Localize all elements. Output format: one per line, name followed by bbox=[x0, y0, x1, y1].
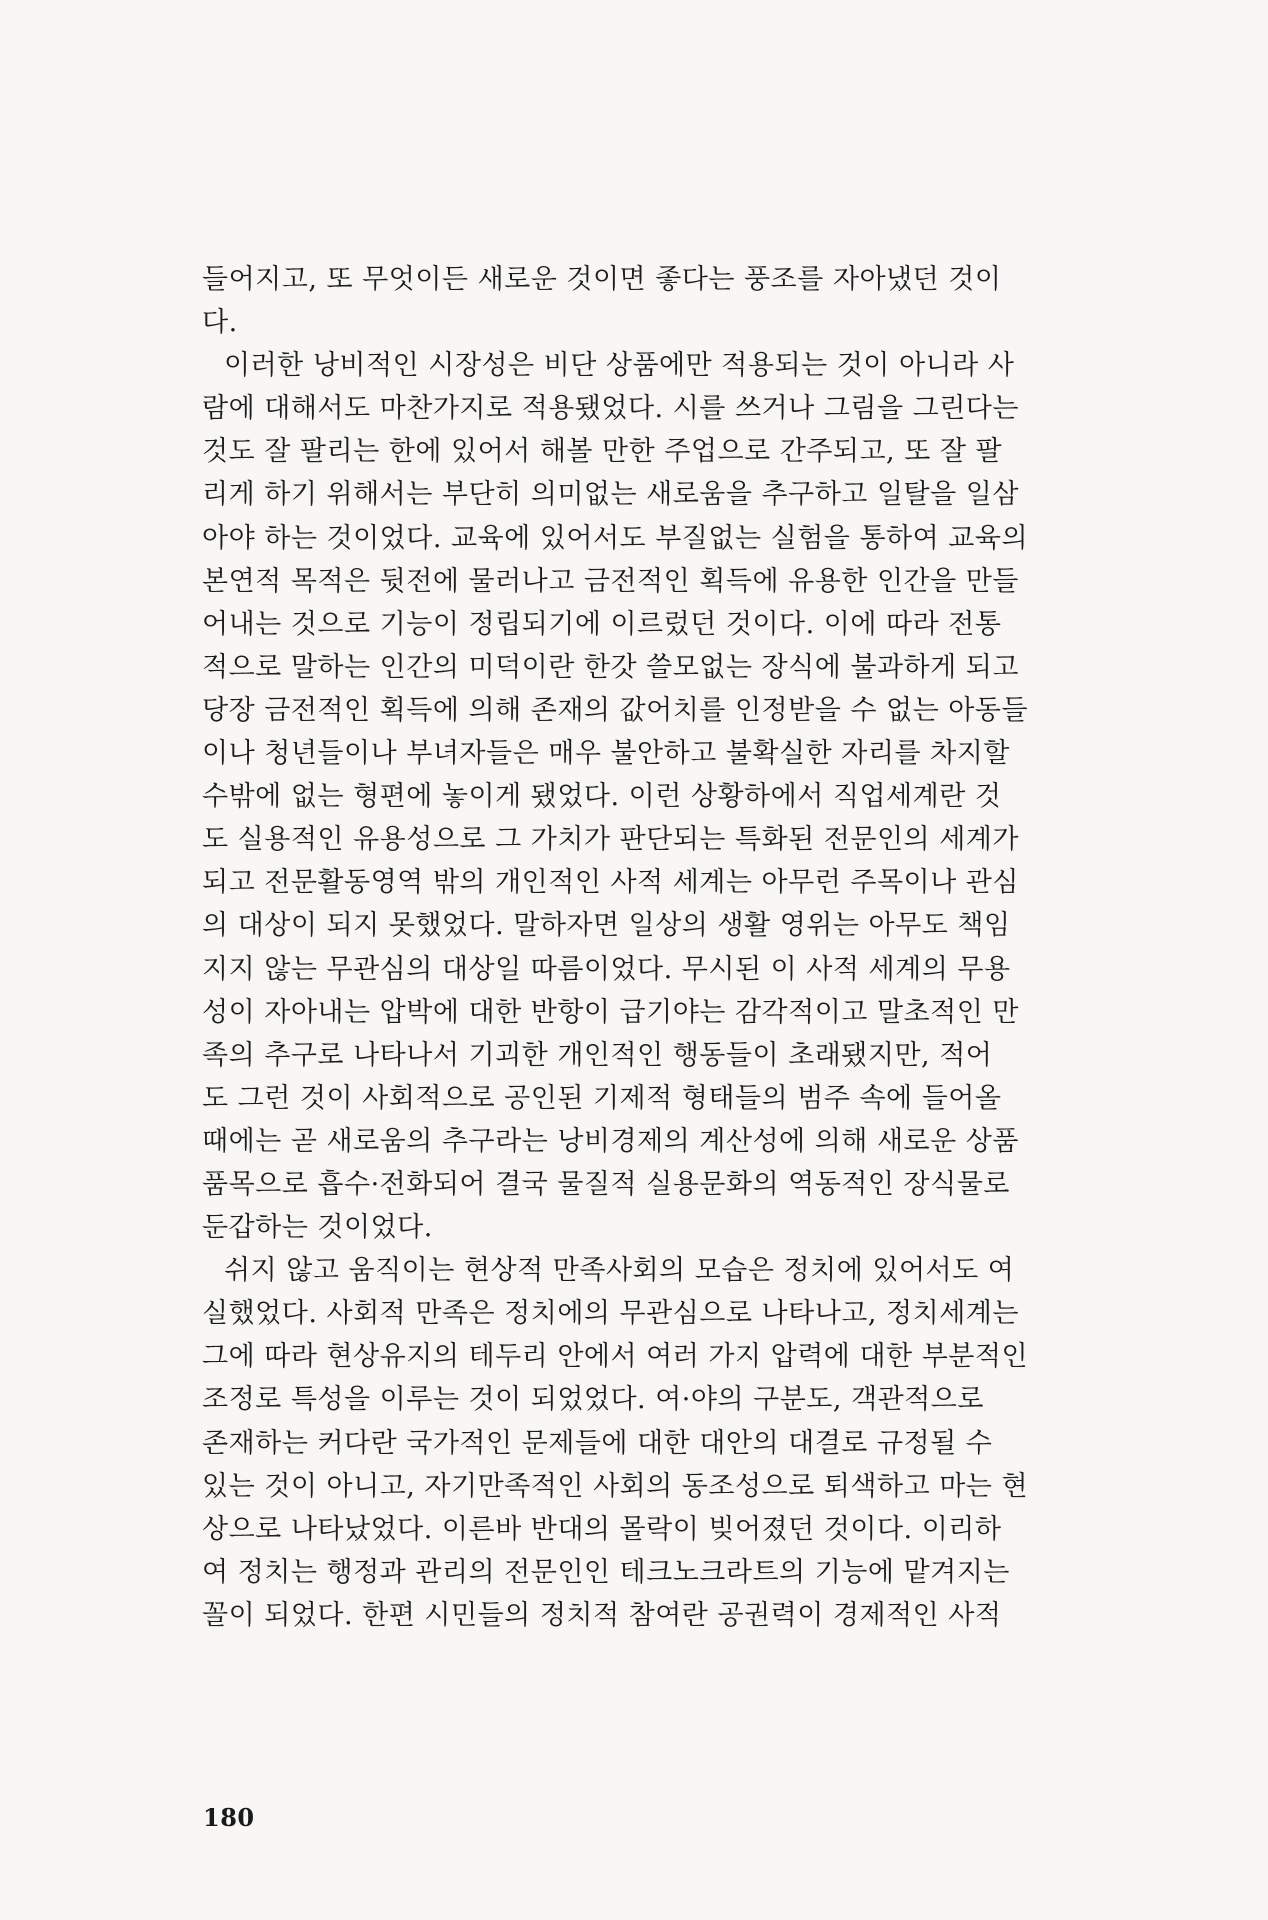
text-line: 도 실용적인 유용성으로 그 가치가 판단되는 특화된 전문인의 세계가 bbox=[202, 824, 1019, 856]
text-line: 둔갑하는 것이었다. bbox=[202, 1212, 433, 1244]
text-line: 도 그런 것이 사회적으로 공인된 기제적 형태들의 범주 속에 들어올 bbox=[202, 1082, 1002, 1114]
text-line: 수밖에 없는 형편에 놓이게 됐었다. 이런 상황하에서 직업세계란 것 bbox=[202, 781, 1002, 813]
page-number: 180 bbox=[203, 1803, 255, 1832]
text-line: 상으로 나타났었다. 이른바 반대의 몰락이 빚어졌던 것이다. 이리하 bbox=[202, 1513, 1002, 1545]
text-line: 이러한 낭비적인 시장성은 비단 상품에만 적용되는 것이 아니라 사 bbox=[224, 350, 1015, 382]
text-line: 조정로 특성을 이루는 것이 되었었다. 여·야의 구분도, 객관적으로 bbox=[202, 1384, 984, 1416]
text-line: 쉬지 않고 움직이는 현상적 만족사회의 모습은 정치에 있어서도 여 bbox=[224, 1255, 1015, 1287]
text-line: 의 대상이 되지 못했었다. 말하자면 일상의 생활 영위는 아무도 책임 bbox=[202, 910, 1011, 942]
text-line: 어내는 것으로 기능이 정립되기에 이르렀던 것이다. 이에 따라 전통 bbox=[202, 608, 1002, 640]
text-line: 그에 따라 현상유지의 테두리 안에서 여러 가지 압력에 대한 부분적인 bbox=[202, 1341, 1029, 1373]
text-line: 들어지고, 또 무엇이든 새로운 것이면 좋다는 풍조를 자아냈던 것이 bbox=[202, 264, 1002, 295]
text-line: 있는 것이 아니고, 자기만족적인 사회의 동조성으로 퇴색하고 마는 현 bbox=[202, 1470, 1029, 1502]
text-line: 존재하는 커다란 국가적인 문제들에 대한 대안의 대결로 규정될 수 bbox=[202, 1427, 993, 1459]
text-line: 성이 자아내는 압박에 대한 반항이 급기야는 감각적이고 말초적인 만 bbox=[202, 996, 1019, 1028]
text-line: 본연적 목적은 뒷전에 물러나고 금전적인 획득에 유용한 인간을 만들 bbox=[202, 565, 1019, 597]
text-line: 꼴이 되었다. 한편 시민들의 정치적 참여란 공권력이 경제적인 사적 bbox=[202, 1599, 1002, 1631]
text-line: 리게 하기 위해서는 부단히 의미없는 새로움을 추구하고 일탈을 일삼 bbox=[202, 479, 1019, 511]
text-line: 이나 청년들이나 부녀자들은 매우 불안하고 불확실한 자리를 차지할 bbox=[202, 738, 1010, 770]
body-text bbox=[202, 258, 1127, 1637]
text-line: 족의 추구로 나타나서 기괴한 개인적인 행동들이 초래됐지만, 적어 bbox=[202, 1039, 993, 1071]
text-line: 적으로 말하는 인간의 미덕이란 한갓 쓸모없는 장식에 불과하게 되고 bbox=[202, 651, 1019, 683]
text-line: 되고 전문활동영역 밖의 개인적인 사적 세계는 아무런 주목이나 관심 bbox=[202, 867, 1019, 899]
text-line: 지지 않는 무관심의 대상일 따름이었다. 무시된 이 사적 세계의 무용 bbox=[202, 953, 1011, 985]
text-line: 품목으로 흡수·전화되어 결국 물질적 실용문화의 역동적인 장식물로 bbox=[202, 1168, 1010, 1200]
text-line: 다. bbox=[202, 307, 238, 339]
text-line: 때에는 곧 새로움의 추구라는 낭비경제의 계산성에 의해 새로운 상품 bbox=[202, 1125, 1019, 1157]
text-line: 여 정치는 행정과 관리의 전문인인 테크노크라트의 기능에 맡겨지는 bbox=[202, 1556, 1010, 1588]
text-line: 당장 금전적인 획득에 의해 존재의 값어치를 인정받을 수 없는 아동들 bbox=[202, 694, 1029, 726]
text-line: 것도 잘 팔리는 한에 있어서 해볼 만한 주업으로 간주되고, 또 잘 팔 bbox=[202, 436, 1003, 468]
text-line: 아야 하는 것이었다. 교육에 있어서도 부질없는 실험을 통하여 교육의 bbox=[202, 522, 1029, 554]
text-line: 람에 대해서도 마찬가지로 적용됐었다. 시를 쓰거나 그림을 그린다는 bbox=[202, 393, 1019, 425]
text-line: 실했었다. 사회적 만족은 정치에의 무관심으로 나타나고, 정치세계는 bbox=[202, 1298, 1019, 1330]
